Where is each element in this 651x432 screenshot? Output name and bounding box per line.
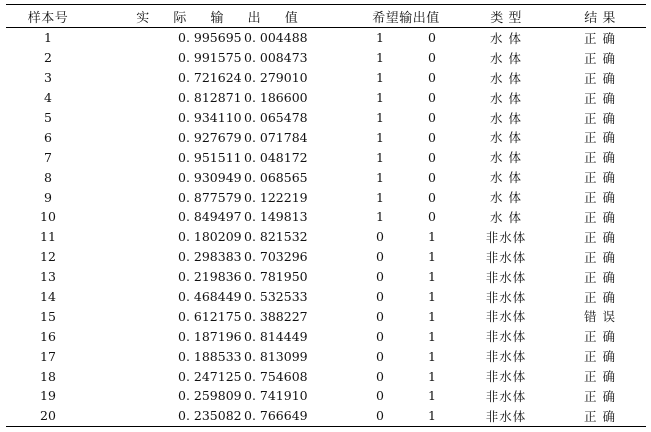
table-row bbox=[6, 68, 646, 88]
type-cell: 水 体 bbox=[490, 209, 522, 225]
type-cell: 非水体 bbox=[485, 388, 527, 404]
table-row bbox=[6, 227, 646, 247]
expected-output-2-cell: 0 bbox=[428, 189, 436, 205]
actual-output-2-cell: 0. 813099 bbox=[244, 348, 308, 364]
results-table bbox=[6, 4, 646, 427]
header-result: 结 果 bbox=[554, 5, 646, 28]
table-row bbox=[6, 306, 646, 326]
expected-output-2-cell: 1 bbox=[428, 269, 436, 285]
type-cell: 水 体 bbox=[490, 190, 522, 206]
actual-output-1-cell: 0. 927679 bbox=[178, 129, 242, 145]
actual-output-1-cell: 0. 812871 bbox=[178, 90, 242, 106]
sample-number-cell: 9 bbox=[44, 189, 52, 205]
actual-output-1-cell: 0. 180209 bbox=[178, 229, 242, 245]
actual-output-1-cell: 0. 930949 bbox=[178, 169, 242, 185]
result-cell: 正 确 bbox=[584, 90, 616, 106]
expected-output-2-cell: 0 bbox=[428, 70, 436, 86]
result-cell: 正 确 bbox=[584, 209, 616, 225]
type-cell: 非水体 bbox=[485, 269, 527, 285]
result-cell: 正 确 bbox=[584, 30, 616, 46]
expected-output-2-cell: 1 bbox=[428, 348, 436, 364]
table-row bbox=[6, 187, 646, 207]
expected-output-2-cell: 1 bbox=[428, 289, 436, 305]
sample-number-cell: 3 bbox=[44, 70, 52, 86]
expected-output-1-cell: 0 bbox=[376, 388, 384, 404]
expected-output-1-cell: 1 bbox=[376, 209, 384, 225]
actual-output-1-cell: 0. 259809 bbox=[178, 388, 242, 404]
sample-number-cell: 14 bbox=[40, 289, 56, 305]
table-row bbox=[6, 406, 646, 426]
type-cell: 非水体 bbox=[485, 369, 527, 385]
actual-output-2-cell: 0. 122219 bbox=[244, 189, 308, 205]
table-body bbox=[6, 28, 646, 427]
sample-number-cell: 12 bbox=[40, 249, 56, 265]
actual-output-2-cell: 0. 781950 bbox=[244, 269, 308, 285]
actual-output-2-cell: 0. 388227 bbox=[244, 308, 308, 324]
actual-output-2-cell: 0. 741910 bbox=[244, 388, 308, 404]
result-cell: 正 确 bbox=[584, 289, 616, 305]
type-cell: 水 体 bbox=[490, 90, 522, 106]
actual-output-1-cell: 0. 298383 bbox=[178, 249, 242, 265]
result-cell: 正 确 bbox=[584, 50, 616, 66]
table-row bbox=[6, 147, 646, 167]
type-cell: 水 体 bbox=[490, 170, 522, 186]
expected-output-1-cell: 0 bbox=[376, 269, 384, 285]
expected-output-1-cell: 1 bbox=[376, 169, 384, 185]
sample-number-cell: 11 bbox=[40, 229, 56, 245]
actual-output-2-cell: 0. 048172 bbox=[244, 149, 308, 165]
expected-output-1-cell: 1 bbox=[376, 110, 384, 125]
expected-output-2-cell: 0 bbox=[428, 149, 436, 165]
result-cell: 正 确 bbox=[554, 406, 646, 426]
result-cell: 正 确 bbox=[584, 170, 616, 186]
result-cell: 正 确 bbox=[584, 269, 616, 285]
expected-output-1-cell: 0 bbox=[376, 348, 384, 364]
expected-output-2-cell: 0 bbox=[428, 110, 436, 125]
table-row bbox=[6, 88, 646, 108]
type-cell: 水 体 bbox=[490, 150, 522, 166]
table-header-row bbox=[6, 5, 646, 28]
result-cell: 正 确 bbox=[584, 150, 616, 166]
result-cell: 正 确 bbox=[584, 229, 616, 245]
expected-output-1-cell: 1 bbox=[376, 70, 384, 86]
table-row bbox=[6, 346, 646, 366]
actual-output-2-cell: 0. 186600 bbox=[244, 90, 308, 106]
actual-output-1-cell: 0. 849497 bbox=[178, 209, 242, 225]
table-row bbox=[6, 366, 646, 386]
actual-output-1-cell: 0. 721624 bbox=[178, 70, 242, 86]
expected-output-1-cell: 1 bbox=[376, 90, 384, 106]
actual-output-1-cell: 0. 995695 bbox=[178, 30, 242, 46]
expected-output-2-cell: 0 bbox=[428, 129, 436, 145]
table-row bbox=[6, 386, 646, 406]
actual-output-2-cell: 0. 068565 bbox=[244, 169, 308, 185]
result-cell: 正 确 bbox=[584, 110, 616, 126]
expected-output-2-cell: 1 bbox=[428, 229, 436, 245]
table-row bbox=[6, 247, 646, 267]
actual-output-1-cell: 0. 468449 bbox=[178, 289, 242, 305]
actual-output-2-cell: 0. 071784 bbox=[244, 129, 308, 145]
type-cell: 非水体 bbox=[485, 349, 527, 365]
sample-number-cell: 19 bbox=[40, 388, 56, 404]
table-row bbox=[6, 267, 646, 287]
sample-number-cell: 20 bbox=[6, 406, 90, 426]
expected-output-2-cell: 1 bbox=[428, 249, 436, 265]
expected-output-2-cell: 1 bbox=[428, 328, 436, 344]
actual-output-1-cell: 0. 612175 bbox=[178, 308, 242, 324]
result-cell: 错 误 bbox=[584, 309, 616, 325]
table-row bbox=[6, 326, 646, 346]
sample-number-cell: 8 bbox=[44, 169, 52, 185]
table-row bbox=[6, 28, 646, 48]
expected-output-1-cell: 0 bbox=[354, 406, 406, 426]
expected-output-1-cell: 1 bbox=[376, 189, 384, 205]
type-cell: 水 体 bbox=[490, 70, 522, 86]
actual-output-2-cell: 0. 279010 bbox=[244, 70, 308, 86]
type-cell: 非水体 bbox=[485, 329, 527, 345]
sample-number-cell: 17 bbox=[40, 348, 56, 364]
table-row bbox=[6, 287, 646, 307]
actual-output-2-cell: 0. 008473 bbox=[244, 50, 308, 66]
result-cell: 正 确 bbox=[584, 349, 616, 365]
expected-output-2-cell: 1 bbox=[406, 406, 458, 426]
result-cell: 正 确 bbox=[584, 190, 616, 206]
expected-output-2-cell: 1 bbox=[428, 368, 436, 384]
sample-number-cell: 2 bbox=[44, 50, 52, 66]
type-cell: 非水体 bbox=[458, 406, 554, 426]
sample-number-cell: 4 bbox=[44, 90, 52, 106]
sample-number-cell: 5 bbox=[44, 110, 52, 125]
expected-output-1-cell: 1 bbox=[376, 50, 384, 66]
expected-output-2-cell: 0 bbox=[428, 50, 436, 66]
type-cell: 水 体 bbox=[490, 50, 522, 66]
sample-number-cell: 18 bbox=[40, 368, 56, 384]
result-cell: 正 确 bbox=[584, 130, 616, 146]
expected-output-2-cell: 0 bbox=[428, 90, 436, 106]
expected-output-1-cell: 1 bbox=[376, 129, 384, 145]
actual-output-2-cell: 0. 821532 bbox=[244, 229, 308, 245]
type-cell: 非水体 bbox=[485, 229, 527, 245]
type-cell: 水 体 bbox=[490, 110, 522, 126]
actual-output-2-cell: 0. 532533 bbox=[244, 289, 308, 305]
expected-output-1-cell: 0 bbox=[376, 368, 384, 384]
header-type: 类 型 bbox=[458, 5, 554, 28]
actual-output-1-cell: 0. 877579 bbox=[178, 189, 242, 205]
expected-output-1-cell: 0 bbox=[376, 328, 384, 344]
table-row bbox=[6, 167, 646, 187]
expected-output-1-cell: 0 bbox=[376, 289, 384, 305]
actual-output-2-cell: 0. 766649 bbox=[238, 406, 354, 426]
actual-output-1-cell: 0. 951511 bbox=[178, 149, 242, 165]
actual-output-2-cell: 0. 754608 bbox=[244, 368, 308, 384]
result-cell: 正 确 bbox=[584, 329, 616, 345]
expected-output-1-cell: 0 bbox=[376, 308, 384, 324]
expected-output-2-cell: 1 bbox=[428, 388, 436, 404]
table-row bbox=[6, 108, 646, 128]
actual-output-1-cell: 0. 247125 bbox=[178, 368, 242, 384]
header-expected-output: 希望输出值 bbox=[354, 5, 458, 28]
expected-output-1-cell: 1 bbox=[376, 149, 384, 165]
sample-number-cell: 16 bbox=[40, 328, 56, 344]
actual-output-1-cell: 0. 991575 bbox=[178, 50, 242, 66]
sample-number-cell: 15 bbox=[40, 308, 56, 324]
table-row bbox=[6, 207, 646, 227]
expected-output-1-cell: 0 bbox=[376, 249, 384, 265]
result-cell: 正 确 bbox=[584, 388, 616, 404]
actual-output-2-cell: 0. 065478 bbox=[244, 110, 308, 125]
sample-number-cell: 10 bbox=[40, 209, 56, 225]
sample-number-cell: 1 bbox=[44, 30, 52, 46]
sample-number-cell: 7 bbox=[44, 149, 52, 165]
actual-output-2-cell: 0. 004488 bbox=[244, 30, 308, 46]
result-cell: 正 确 bbox=[584, 249, 616, 265]
type-cell: 非水体 bbox=[485, 309, 527, 325]
type-cell: 水 体 bbox=[490, 30, 522, 46]
expected-output-1-cell: 0 bbox=[376, 229, 384, 245]
expected-output-2-cell: 0 bbox=[428, 209, 436, 225]
type-cell: 非水体 bbox=[485, 249, 527, 265]
actual-output-2-cell: 0. 149813 bbox=[244, 209, 308, 225]
actual-output-1-cell: 0. 235082 bbox=[90, 406, 238, 426]
sample-number-cell: 13 bbox=[40, 269, 56, 285]
expected-output-2-cell: 0 bbox=[428, 30, 436, 46]
type-cell: 非水体 bbox=[485, 289, 527, 305]
table-row bbox=[6, 48, 646, 68]
result-cell: 正 确 bbox=[584, 369, 616, 385]
expected-output-1-cell: 1 bbox=[376, 30, 384, 46]
sample-number-cell: 6 bbox=[44, 129, 52, 145]
expected-output-2-cell: 1 bbox=[428, 308, 436, 324]
actual-output-1-cell: 0. 934110 bbox=[178, 110, 242, 125]
actual-output-1-cell: 0. 187196 bbox=[178, 328, 242, 344]
actual-output-2-cell: 0. 814449 bbox=[244, 328, 308, 344]
table-row bbox=[6, 127, 646, 147]
expected-output-2-cell: 0 bbox=[428, 169, 436, 185]
type-cell: 水 体 bbox=[490, 130, 522, 146]
actual-output-2-cell: 0. 703296 bbox=[244, 249, 308, 265]
header-actual-output: 实 际 输 出 值 bbox=[90, 5, 354, 28]
actual-output-1-cell: 0. 219836 bbox=[178, 269, 242, 285]
header-sample: 样本号 bbox=[6, 5, 90, 28]
actual-output-1-cell: 0. 188533 bbox=[178, 348, 242, 364]
results-table-container bbox=[6, 4, 646, 427]
result-cell: 正 确 bbox=[584, 70, 616, 86]
